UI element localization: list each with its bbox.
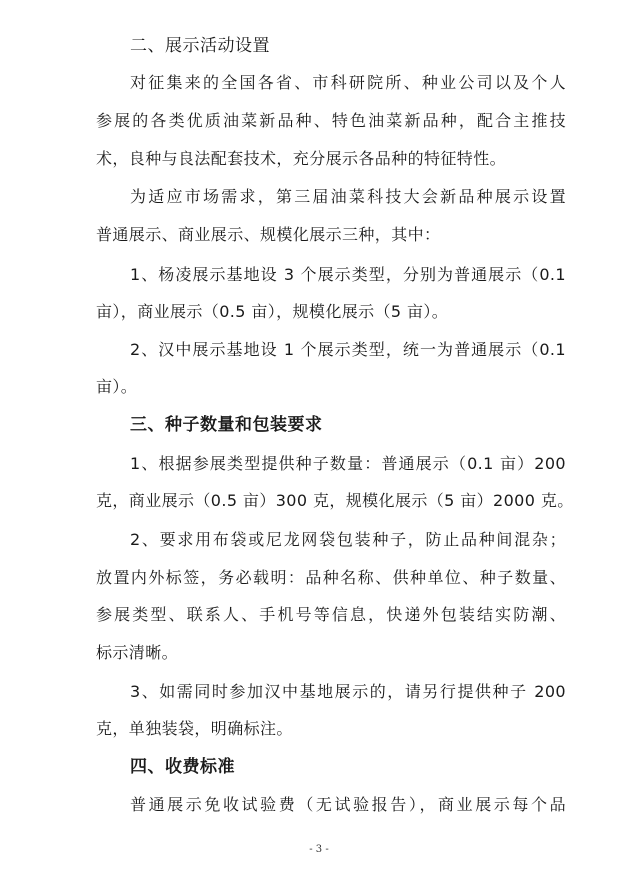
paragraph-line: 克，单独装袋，明确标注。 [96,719,293,738]
paragraph-line: 1、杨凌展示基地设 3 个展示类型，分别为普通展示（0.1 [130,265,566,284]
paragraph-line: 2、要求用布袋或尼龙网袋包装种子，防止品种间混杂； [130,530,566,549]
paragraph-line: 普通展示、商业展示、规模化展示三种，其中： [96,225,441,244]
paragraph-line: 亩），商业展示（0.5 亩），规模化展示（5 亩）。 [96,302,449,321]
page-number: - 3 - [309,844,329,855]
section-heading: 三、种子数量和包装要求 [130,415,323,435]
paragraph-line: 2、汉中展示基地设 1 个展示类型，统一为普通展示（0.1 [130,340,566,359]
paragraph-line: 参展的各类优质油菜新品种、特色油菜新品种，配合主推技 [96,111,566,130]
section-heading: 二、展示活动设置 [130,36,270,56]
paragraph-line: 普通展示免收试验费（无试验报告），商业展示每个品 [130,795,566,814]
section-heading: 四、收费标准 [130,757,235,777]
paragraph-line: 术，良种与良法配套技术，充分展示各品种的特征特性。 [96,149,507,168]
paragraph-line: 为适应市场需求，第三届油菜科技大会新品种展示设置 [130,187,566,206]
paragraph-line: 克，商业展示（0.5 亩）300 克，规模化展示（5 亩）2000 克。 [96,491,574,510]
paragraph-line: 标示清晰。 [96,643,179,662]
paragraph-line: 3、如需同时参加汉中基地展示的，请另行提供种子 200 [130,682,566,701]
paragraph-line: 亩）。 [96,377,138,396]
paragraph-line: 对征集来的全国各省、市科研院所、种业公司以及个人 [130,73,566,92]
paragraph-line: 参展类型、联系人、手机号等信息，快递外包装结实防潮、 [96,605,566,624]
paragraph-line: 1、根据参展类型提供种子数量：普通展示（0.1 亩）200 [130,454,566,473]
paragraph-line: 放置内外标签，务必载明：品种名称、供种单位、种子数量、 [96,568,566,587]
